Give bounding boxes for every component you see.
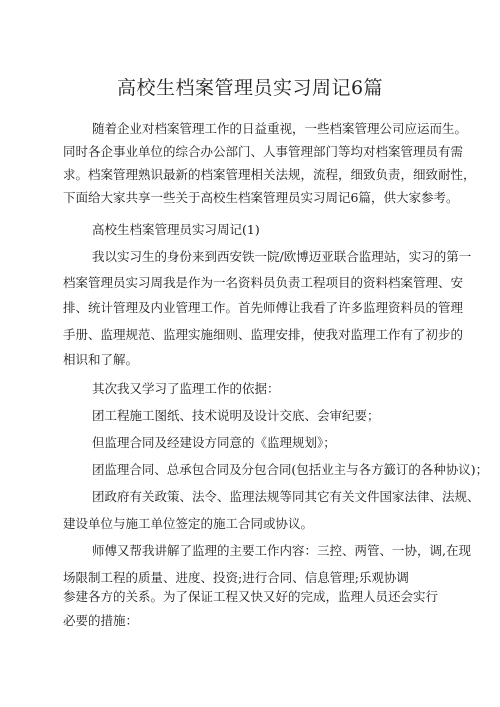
paragraph-line: 但监理合同及经建设方同意的《监理规划》； [92, 435, 336, 450]
paragraph-line: 师傅又帮我讲解了监理的主要工作内容：三控、两管、一协，调,在现 [92, 543, 471, 558]
paragraph-line: 参建各方的关系。为了保证工程又快又好的完成，监理人员还会实行 [63, 589, 439, 604]
paragraph-line: 团政府有关政策、法令、监理法规等同其它有关文件国家法律、法规、 [92, 489, 480, 504]
paragraph-line: 建设单位与施工单位签定的施工合同或协议。 [63, 516, 314, 531]
paragraph-line: 下面给大家共享一些关于高校生档案管理员实习周记6篇，供大家参考。 [63, 190, 459, 205]
paragraph-line: 排、统计管理及内业管理工作。首先师傅让我看了许多监理资料员的管理 [63, 300, 464, 315]
paragraph-line: 团工程施工图纸、技术说明及设计交底、会审纪要； [92, 408, 380, 423]
paragraph-line: 我以实习生的身份来到西安铁一院/欧博迈亚联合监理站，实习的第一 [92, 249, 472, 264]
paragraph-line: 团监理合同、总承包合同及分包合同(包括业主与各方籖订的各种协议)； [92, 462, 489, 477]
paragraph-line: 手册、监理规范、监理实施细则、监理安排，使我对监理工作有了初步的 [63, 327, 464, 342]
paragraph-line: 其次我又学习了监理工作的依据： [92, 381, 280, 396]
section-heading: 高校生档案管理员实习周记(1) [92, 222, 260, 237]
paragraph-line: 必要的措施： [63, 613, 139, 628]
paragraph-line: 场限制工程的质量、进度、投资;进行合同、信息管理;乐观协调 [63, 570, 409, 585]
document-title: 高校生档案管理员实习周记6篇 [116, 77, 384, 99]
paragraph-line: 随着企业对档案管理工作的日益重视，一些档案管理公司应运而生。 [92, 121, 468, 136]
paragraph-line: 相识和了解。 [63, 352, 139, 367]
paragraph-line: 档案管理员实习周我是作为一名资料员负责工程项目的资料档案管理、安 [63, 275, 464, 290]
paragraph-line: 同时各企事业单位的综合办公部门、人事管理部门等均对档案管理员有需 [63, 144, 464, 159]
paragraph-line: 求。档案管理熟识最新的档案管理相关法规，流程，细致负责，细致耐性， [63, 167, 476, 182]
